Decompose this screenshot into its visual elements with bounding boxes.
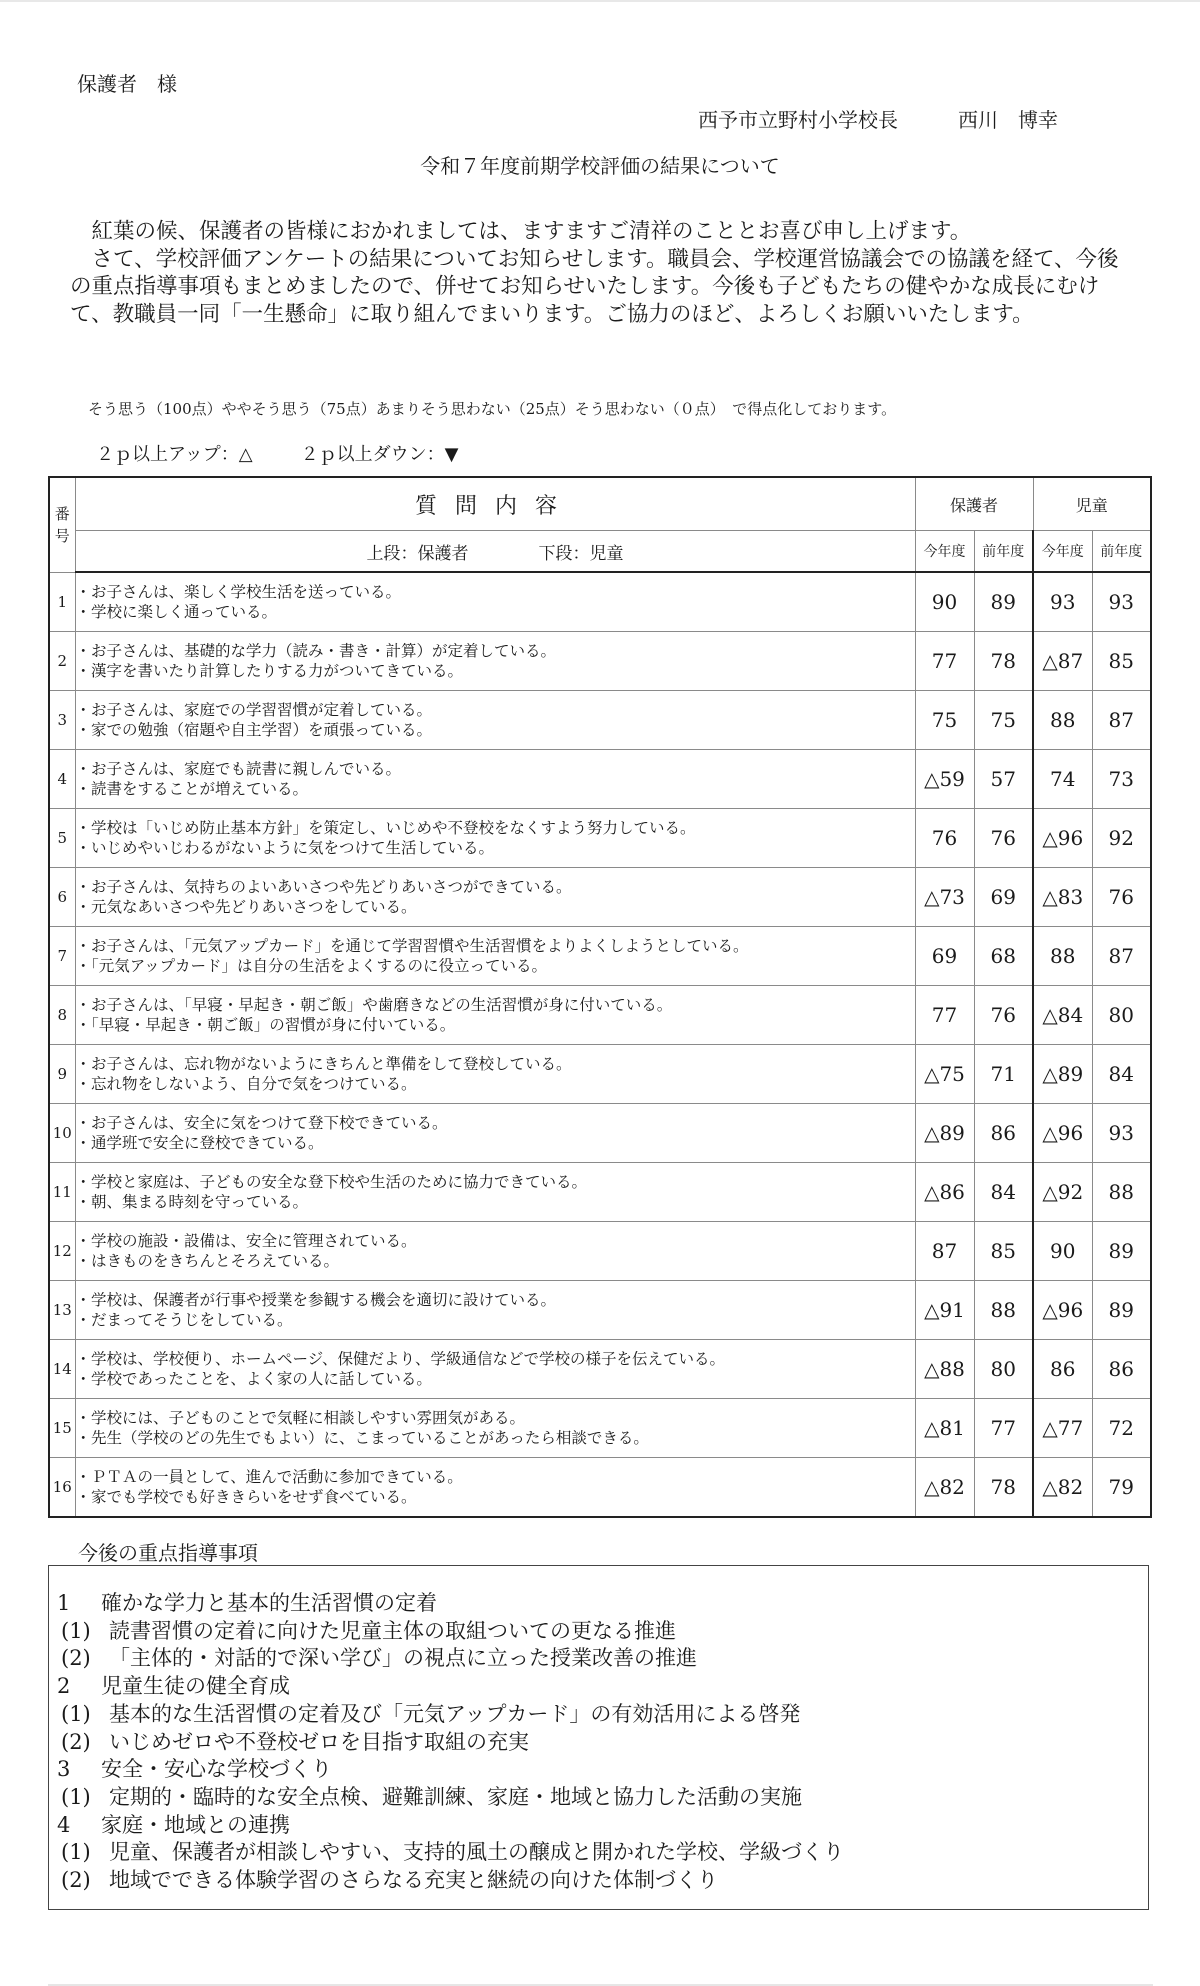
guardian-question: ・お子さんは、気持ちのよいあいさつや先どりあいさつができている。 <box>75 878 572 896</box>
guardian-question: ・学校は、学校便り、ホームページ、保健だより、学級通信などで学校の様子を伝えている。 <box>75 1350 725 1368</box>
guardian-question: ・お子さんは、楽しく学校生活を送っている。 <box>75 583 402 601</box>
child-this-year-score: △87 <box>1033 632 1092 691</box>
focus-item-text: 「主体的・対話的で深い学び」の視点に立った授業改善の推進 <box>109 1646 697 1671</box>
question-number: 6 <box>49 868 75 927</box>
question-text <box>75 809 915 868</box>
question-number: 8 <box>49 986 75 1045</box>
child-this-year-score: 88 <box>1033 691 1092 750</box>
focus-item <box>57 1673 844 1701</box>
question-number: 12 <box>49 1222 75 1281</box>
guardian-question: ・学校の施設・設備は、安全に管理されている。 <box>75 1232 417 1250</box>
table-row <box>49 927 1151 986</box>
question-text <box>75 572 915 632</box>
child-last-year-score: 73 <box>1092 750 1151 809</box>
guardian-this-year-score: 77 <box>915 986 974 1045</box>
focus-item <box>57 1618 844 1646</box>
focus-item-text: 基本的な生活習慣の定着及び「元気アップカード」の有効活用による啓発 <box>109 1701 801 1726</box>
focus-item-text: 読書習慣の定着に向けた児童主体の取組ついての更なる推進 <box>109 1618 676 1643</box>
question-text <box>75 868 915 927</box>
question-number: 10 <box>49 1104 75 1163</box>
question-text <box>75 986 915 1045</box>
child-last-year-score: 89 <box>1092 1281 1151 1340</box>
header-child-last-year: 前年度 <box>1092 531 1151 573</box>
focus-item-text: 確かな学力と基本的生活習慣の定着 <box>101 1591 437 1615</box>
guardian-this-year-score: 87 <box>915 1222 974 1281</box>
question-text <box>75 927 915 986</box>
guardian-last-year-score: 78 <box>974 1458 1033 1518</box>
child-this-year-score: △83 <box>1033 868 1092 927</box>
child-last-year-score: 88 <box>1092 1163 1151 1222</box>
header-question-sub: 上段：保護者 下段：児童 <box>75 531 915 573</box>
child-question: ・だまってそうじをしている。 <box>75 1311 293 1329</box>
question-text <box>75 1399 915 1458</box>
guardian-question: ・ＰＴＡの一員として、進んで活動に参加できている。 <box>75 1468 463 1486</box>
focus-item <box>57 1645 844 1673</box>
child-last-year-score: 92 <box>1092 809 1151 868</box>
guardian-last-year-score: 71 <box>974 1045 1033 1104</box>
guardian-question: ・お子さんは、「早寝・早起き・朝ご飯」や歯磨きなどの生活習慣が身に付いている。 <box>75 996 673 1014</box>
focus-item <box>57 1812 844 1840</box>
focus-item-marker: (2) <box>61 1646 91 1671</box>
child-last-year-score: 93 <box>1092 1104 1151 1163</box>
sender-name: 西川 博幸 <box>958 108 1058 132</box>
evaluation-table <box>48 476 1152 1518</box>
question-text <box>75 1222 915 1281</box>
child-last-year-score: 87 <box>1092 927 1151 986</box>
guardian-question: ・学校は「いじめ防止基本方針」を策定し、いじめや不登校をなくすよう努力している。 <box>75 819 696 837</box>
question-number: 13 <box>49 1281 75 1340</box>
table-row <box>49 1281 1151 1340</box>
question-number: 2 <box>49 632 75 691</box>
question-text <box>75 691 915 750</box>
guardian-question: ・学校には、子どものことで気軽に相談しやすい雰囲気がある。 <box>75 1409 526 1427</box>
child-this-year-score: 93 <box>1033 572 1092 632</box>
guardian-question: ・お子さんは、家庭での学習習慣が定着している。 <box>75 701 433 719</box>
child-question: ・学校に楽しく通っている。 <box>75 603 278 621</box>
child-question: ・「元気アップカード」は自分の生活をよくするのに役立っている。 <box>75 957 548 975</box>
guardian-this-year-score: 76 <box>915 809 974 868</box>
focus-item-marker: (1) <box>61 1618 91 1643</box>
child-question: ・朝、集まる時刻を守っている。 <box>75 1193 309 1211</box>
question-number: 11 <box>49 1163 75 1222</box>
focus-item-text: 定期的・臨時的な安全点検、避難訓練、家庭・地域と協力した活動の実施 <box>109 1784 802 1809</box>
child-this-year-score: △84 <box>1033 986 1092 1045</box>
guardian-this-year-score: 77 <box>915 632 974 691</box>
question-number: 14 <box>49 1340 75 1399</box>
child-this-year-score: 88 <box>1033 927 1092 986</box>
guardian-question: ・お子さんは、家庭でも読書に親しんでいる。 <box>75 760 402 778</box>
child-last-year-score: 85 <box>1092 632 1151 691</box>
focus-item-text: 家庭・地域との連携 <box>101 1812 290 1837</box>
document-title: 令和７年度前期学校評価の結果について <box>420 154 780 178</box>
question-number: 16 <box>49 1458 75 1518</box>
guardian-last-year-score: 89 <box>974 572 1033 632</box>
table-row <box>49 632 1151 691</box>
guardian-last-year-score: 77 <box>974 1399 1033 1458</box>
child-question: ・通学班で安全に登校できている。 <box>75 1134 324 1152</box>
page-top-edge <box>0 0 1200 2</box>
focus-item <box>57 1756 844 1784</box>
child-this-year-score: 74 <box>1033 750 1092 809</box>
table-row <box>49 1340 1151 1399</box>
focus-item-marker: 3 <box>57 1757 71 1782</box>
question-number: 9 <box>49 1045 75 1104</box>
child-question: ・先生（学校のどの先生でもよい）に、こまっていることがあったら相談できる。 <box>75 1429 649 1447</box>
legend-down: ２ｐ以上ダウン：▼ <box>300 444 459 465</box>
focus-item-text: 児童、保護者が相談しやすい、支持的風土の醸成と開かれた学校、学級づくり <box>109 1840 844 1865</box>
child-this-year-score: 86 <box>1033 1340 1092 1399</box>
question-text <box>75 1340 915 1399</box>
child-question: ・いじめやいじわるがないように気をつけて生活している。 <box>75 839 495 857</box>
child-this-year-score: △77 <box>1033 1399 1092 1458</box>
header-guardian-last-year: 前年度 <box>974 531 1033 573</box>
guardian-last-year-score: 69 <box>974 868 1033 927</box>
addressee: 保護者 様 <box>77 72 177 96</box>
table-row <box>49 868 1151 927</box>
table-row <box>49 572 1151 632</box>
guardian-this-year-score: 75 <box>915 691 974 750</box>
table-row <box>49 1399 1151 1458</box>
guardian-question: ・お子さんは、安全に気をつけて登下校できている。 <box>75 1114 448 1132</box>
table-row <box>49 1104 1151 1163</box>
child-last-year-score: 80 <box>1092 986 1151 1045</box>
question-number: 3 <box>49 691 75 750</box>
scoring-note: そう思う（100点）ややそう思う（75点）あまりそう思わない（25点）そう思わない（０点） で得点化しております。 <box>88 400 897 418</box>
change-legend <box>96 440 458 466</box>
guardian-last-year-score: 86 <box>974 1104 1033 1163</box>
child-this-year-score: △96 <box>1033 1104 1092 1163</box>
question-text <box>75 750 915 809</box>
focus-box <box>48 1565 1149 1910</box>
question-text <box>75 1458 915 1518</box>
header-number: 番号 <box>49 477 75 572</box>
guardian-this-year-score: △81 <box>915 1399 974 1458</box>
question-text <box>75 1104 915 1163</box>
guardian-last-year-score: 78 <box>974 632 1033 691</box>
child-question: ・元気なあいさつや先どりあいさつをしている。 <box>75 898 417 916</box>
guardian-last-year-score: 80 <box>974 1340 1033 1399</box>
child-question: ・「早寝・早起き・朝ご飯」の習慣が身に付いている。 <box>75 1016 456 1034</box>
guardian-last-year-score: 88 <box>974 1281 1033 1340</box>
guardian-this-year-score: △89 <box>915 1104 974 1163</box>
header-guardian-this-year: 今年度 <box>915 531 974 573</box>
focus-item <box>57 1867 844 1895</box>
focus-item-text: 地域でできる体験学習のさらなる充実と継続の向けた体制づくり <box>109 1868 718 1893</box>
child-last-year-score: 72 <box>1092 1399 1151 1458</box>
guardian-last-year-score: 75 <box>974 691 1033 750</box>
guardian-this-year-score: △73 <box>915 868 974 927</box>
guardian-this-year-score: △91 <box>915 1281 974 1340</box>
question-text <box>75 1281 915 1340</box>
sender <box>698 104 1058 133</box>
question-number: 1 <box>49 572 75 632</box>
focus-item-marker: 4 <box>57 1812 71 1837</box>
header-group-guardian: 保護者 <box>915 477 1033 531</box>
focus-item <box>57 1701 844 1729</box>
letter-body <box>70 218 1120 328</box>
question-text <box>75 1045 915 1104</box>
child-question: ・家でも学校でも好ききらいをせず食べている。 <box>75 1488 417 1506</box>
child-this-year-score: △96 <box>1033 1281 1092 1340</box>
focus-item-text: いじめゼロや不登校ゼロを目指す取組の充実 <box>109 1729 529 1754</box>
focus-item-marker: (1) <box>61 1840 91 1865</box>
letter-paragraph: 紅葉の候、保護者の皆様におかれましては、ますますご清祥のこととお喜び申し上げます。 <box>70 219 972 244</box>
guardian-last-year-score: 84 <box>974 1163 1033 1222</box>
guardian-this-year-score: △82 <box>915 1458 974 1518</box>
table-row <box>49 1045 1151 1104</box>
question-number: 7 <box>49 927 75 986</box>
child-last-year-score: 76 <box>1092 868 1151 927</box>
child-question: ・家での勉強（宿題や自主学習）を頑張っている。 <box>75 721 433 739</box>
focus-item-marker: (2) <box>61 1868 91 1893</box>
child-this-year-score: 90 <box>1033 1222 1092 1281</box>
question-number: 15 <box>49 1399 75 1458</box>
question-number: 4 <box>49 750 75 809</box>
question-text <box>75 1163 915 1222</box>
question-text <box>75 632 915 691</box>
child-question: ・読書をすることが増えている。 <box>75 780 309 798</box>
child-last-year-score: 79 <box>1092 1458 1151 1518</box>
letter-paragraph: さて、学校評価アンケートの結果についてお知らせします。職員会、学校運営協議会での協議を経て、今後の重点指導事項もまとめましたので、併せてお知らせいたします。今後も子どもたちの健やかな成長にむけて、教職員一同「一生懸命」に取り組んでまいります。ご協力のほど、よろしくお願いいたします。 <box>70 246 1119 327</box>
table-row <box>49 1458 1151 1518</box>
question-number: 5 <box>49 809 75 868</box>
child-last-year-score: 86 <box>1092 1340 1151 1399</box>
sender-title: 西予市立野村小学校長 <box>698 108 898 132</box>
guardian-question: ・お子さんは、「元気アップカード」を通じて学習習慣や生活習慣をよりよくしようとしている。 <box>75 937 749 955</box>
child-last-year-score: 87 <box>1092 691 1151 750</box>
focus-heading: 今後の重点指導事項 <box>78 1541 258 1565</box>
guardian-question: ・お子さんは、忘れ物がないようにきちんと準備をして登校している。 <box>75 1055 572 1073</box>
child-this-year-score: △92 <box>1033 1163 1092 1222</box>
table-row <box>49 809 1151 868</box>
guardian-this-year-score: △59 <box>915 750 974 809</box>
child-this-year-score: △96 <box>1033 809 1092 868</box>
focus-item-text: 児童生徒の健全育成 <box>101 1674 290 1699</box>
focus-item-marker: (2) <box>61 1729 91 1754</box>
focus-list <box>57 1590 844 1895</box>
header-group-child: 児童 <box>1033 477 1151 531</box>
table-row <box>49 986 1151 1045</box>
focus-item <box>57 1784 844 1812</box>
guardian-this-year-score: △75 <box>915 1045 974 1104</box>
table-row <box>49 1163 1151 1222</box>
focus-item-marker: (1) <box>61 1784 91 1809</box>
child-this-year-score: △89 <box>1033 1045 1092 1104</box>
header-question-title: 質問内容 <box>75 477 915 531</box>
guardian-last-year-score: 76 <box>974 809 1033 868</box>
focus-item-marker: 2 <box>57 1674 71 1699</box>
table-row <box>49 691 1151 750</box>
guardian-this-year-score: △86 <box>915 1163 974 1222</box>
focus-item <box>57 1729 844 1757</box>
child-this-year-score: △82 <box>1033 1458 1092 1518</box>
header-child-this-year: 今年度 <box>1033 531 1092 573</box>
focus-item-text: 安全・安心な学校づくり <box>101 1757 332 1782</box>
legend-up: ２ｐ以上アップ：△ <box>96 444 253 465</box>
guardian-question: ・学校は、保護者が行事や授業を参観する機会を適切に設けている。 <box>75 1291 557 1309</box>
table-row <box>49 1222 1151 1281</box>
focus-item <box>57 1590 844 1618</box>
guardian-this-year-score: △88 <box>915 1340 974 1399</box>
guardian-this-year-score: 90 <box>915 572 974 632</box>
focus-item-marker: (1) <box>61 1701 91 1726</box>
guardian-last-year-score: 85 <box>974 1222 1033 1281</box>
guardian-last-year-score: 68 <box>974 927 1033 986</box>
child-question: ・漢字を書いたり計算したりする力がついてきている。 <box>75 662 464 680</box>
guardian-this-year-score: 69 <box>915 927 974 986</box>
child-question: ・はきものをきちんとそろえている。 <box>75 1252 340 1270</box>
table-row <box>49 750 1151 809</box>
child-question: ・学校であったことを、よく家の人に話している。 <box>75 1370 432 1388</box>
focus-item-marker: 1 <box>57 1591 71 1615</box>
guardian-last-year-score: 57 <box>974 750 1033 809</box>
child-last-year-score: 93 <box>1092 572 1151 632</box>
child-last-year-score: 89 <box>1092 1222 1151 1281</box>
focus-item <box>57 1839 844 1867</box>
child-last-year-score: 84 <box>1092 1045 1151 1104</box>
child-question: ・忘れ物をしないよう、自分で気をつけている。 <box>75 1075 417 1093</box>
guardian-question: ・学校と家庭は、子どもの安全な登下校や生活のために協力できている。 <box>75 1173 588 1191</box>
guardian-last-year-score: 76 <box>974 986 1033 1045</box>
guardian-question: ・お子さんは、基礎的な学力（読み・書き・計算）が定着している。 <box>75 642 557 660</box>
